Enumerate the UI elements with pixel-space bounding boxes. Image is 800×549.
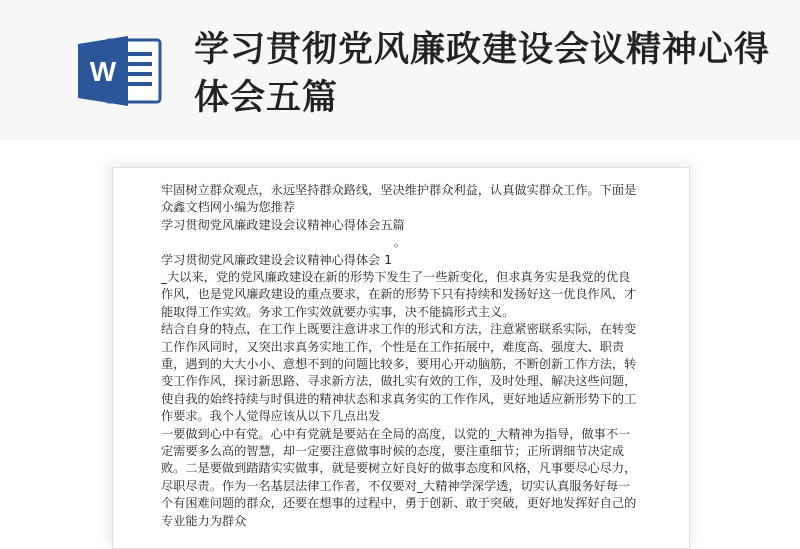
doc-paragraph: 一要做到心中有党。心中有党就是要站在全局的高度，以党的_大精神为指导，做事不一定需要多么高的智慧，却一定要注意做事时候的态度，要注重细节；正所谓细节决定成败。二是要做到踏踏实实做事，就是要树立好良好的做事态度和风格，凡事要尽心尽力，尽职尽责。作为一名基层法律工作者，不仅要对_大精神学深学透，切实认真服务好每一个有困难问题的群众，还要在想事的过程中，勇于创新、敢于突破，更好地发挥好自己的专业能力为群众 xyxy=(161,426,637,528)
doc-dot: 。 xyxy=(393,235,407,250)
doc-paragraph-intro: 牢固树立群众观点，永远坚持群众路线，坚决维护群众利益，认真做实群众工作。下面是众鑫文档网小编为您推荐 xyxy=(161,183,637,215)
doc-heading-1: 学习贯彻党风廉政建设会议精神心得体会 1 xyxy=(161,252,393,267)
word-logo-letter: W xyxy=(89,56,117,87)
page-title: 学习贯彻党风廉政建设会议精神心得体会五篇 xyxy=(194,30,771,118)
doc-paragraph: 结合自身的特点，在工作上既要注意讲求工作的形式和方法，注意紧密联系实际，在转变工作作风同时，又突出求真务实地工作，个性是在工作拓展中，难度高、强度大、职责重，遇到的大大小小、意想不到的问题比较多，要用心开动脑筋，不断创新工作方法，转变工作作风，探讨新思路、寻求新方法，做扎实有效的工作，及时处理、解决这些问题，使自我的始终持续与时俱进的精神状态和求真务实的工作作风，更好地适应新形势下的工作要求。我个人觉得应该从以下几点出发 xyxy=(161,322,637,424)
document-page xyxy=(112,167,690,549)
doc-paragraph: _大以来，党的党风廉政建设在新的形势下发生了一些新变化，但求真务实是我党的优良作风，也是党风廉政建设的重点要求，在新的形势下只有持续和发扬好这一优良作风，才能取得工作实效。务求工作实效就要办实事，决不能搞形式主义。 xyxy=(161,270,637,319)
doc-paragraph-subtitle: 学习贯彻党风廉政建设会议精神心得体会五篇 xyxy=(161,217,405,232)
header-banner xyxy=(0,0,800,140)
word-icon xyxy=(76,34,164,108)
document-body xyxy=(161,182,639,530)
